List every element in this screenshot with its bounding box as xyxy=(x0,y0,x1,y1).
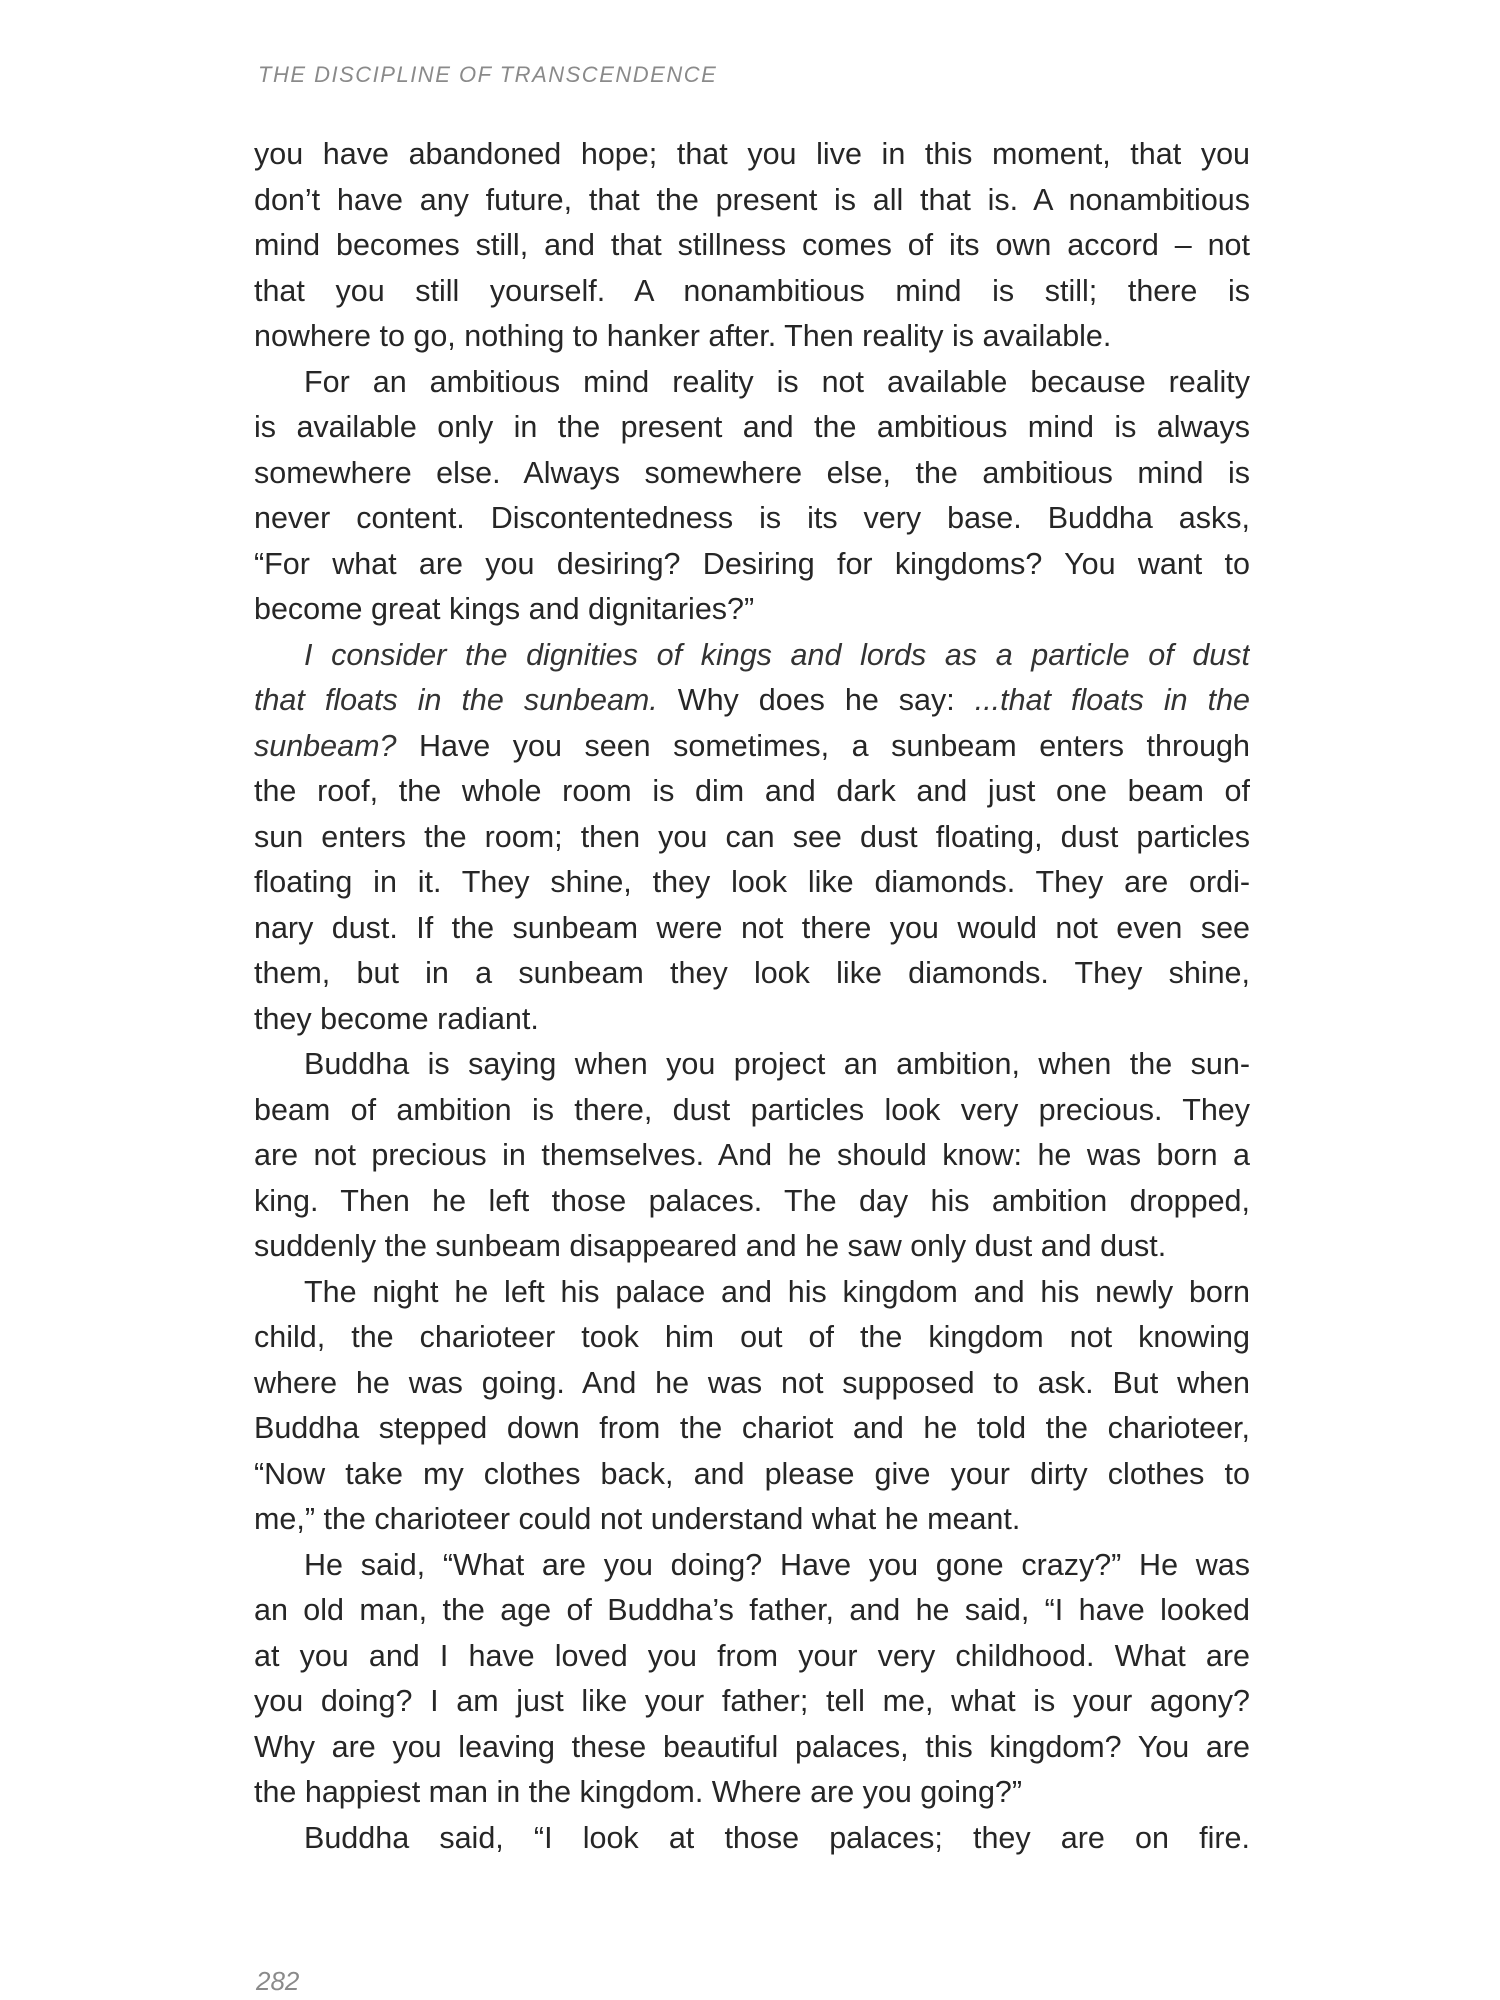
text-line: the happiest man in the kingdom. Where are you going?” xyxy=(254,1775,1023,1809)
text-line: the roof, the whole room is dim and dark and just one beam of xyxy=(254,774,1250,808)
text-line xyxy=(254,633,1250,679)
text-line: Why are you leaving these beautiful palaces, this kingdom? You are xyxy=(254,1729,1250,1764)
text-line: mind becomes still, and that stillness comes of its own accord – not xyxy=(254,228,1250,262)
text-line: child, the charioteer took him out of the kingdom not knowing xyxy=(254,1320,1250,1354)
quoted-sutra: that floats in the sunbeam. xyxy=(254,683,658,717)
text-line: don’t have any future, that the present is all that is. A nonambitious xyxy=(254,182,1250,217)
body-text xyxy=(254,132,1250,1861)
text-line: are not precious in themselves. And he should know: he was born a xyxy=(254,1138,1250,1172)
text-line: king. Then he left those palaces. The day his ambition dropped, xyxy=(254,1183,1250,1218)
text-line: “Now take my clothes back, and please give your dirty clothes to xyxy=(254,1456,1250,1491)
quoted-sutra: sunbeam? xyxy=(254,728,397,763)
text-line: Buddha is saying when you project an ambition, when the sun- xyxy=(304,1047,1250,1081)
quoted-sutra: I consider the dignities of kings and lords as a particle of dust xyxy=(304,637,1250,672)
text-line: sun enters the room; then you can see dust floating, dust particles xyxy=(254,819,1250,854)
text-line: nary dust. If the sunbeam were not there you would not even see xyxy=(254,910,1250,945)
text-line: where he was going. And he was not supposed to ask. But when xyxy=(254,1365,1250,1400)
text-line: that floats in the sunbeam. Why does he say: ...that floats in the xyxy=(254,683,1250,717)
running-head: THE DISCIPLINE OF TRANSCENDENCE xyxy=(258,62,718,87)
text-line: that you still yourself. A nonambitious mind is still; there is xyxy=(254,273,1250,308)
text-line: suddenly the sunbeam disappeared and he saw only dust and dust. xyxy=(254,1229,1167,1263)
text-line: is available only in the present and the ambitious mind is always xyxy=(254,410,1250,444)
text-line: me,” the charioteer could not understand what he meant. xyxy=(254,1502,1021,1536)
text-line: somewhere else. Always somewhere else, the ambitious mind is xyxy=(254,455,1250,490)
text-line: become great kings and dignitaries?” xyxy=(254,592,755,626)
text-line: floating in it. They shine, they look like diamonds. They are ordi- xyxy=(254,865,1250,899)
quoted-sutra: ...that floats in the xyxy=(974,683,1250,717)
text-line: He said, “What are you doing? Have you gone crazy?” He was xyxy=(304,1547,1250,1582)
text-line: beam of ambition is there, dust particles look very precious. They xyxy=(254,1092,1250,1127)
text-line: Buddha stepped down from the chariot and he told the charioteer, xyxy=(254,1411,1250,1445)
text-line: The night he left his palace and his kingdom and his newly born xyxy=(304,1274,1250,1309)
page-number: 282 xyxy=(256,1966,300,1996)
text-line: them, but in a sunbeam they look like diamonds. They shine, xyxy=(254,956,1250,990)
text-line: For an ambitious mind reality is not available because reality xyxy=(304,364,1250,399)
text-line: nowhere to go, nothing to hanker after. Then reality is available. xyxy=(254,319,1112,353)
text-line: Buddha said, “I look at those palaces; they are on fire. xyxy=(304,1820,1250,1855)
text-line: sunbeam? Have you seen sometimes, a sunbeam enters through xyxy=(254,728,1250,763)
text-line: you have abandoned hope; that you live in this moment, that you xyxy=(254,137,1250,171)
text-line: never content. Discontentedness is its very base. Buddha asks, xyxy=(254,501,1250,535)
text-line: at you and I have loved you from your very childhood. What are xyxy=(254,1638,1250,1673)
text-line: “For what are you desiring? Desiring for kingdoms? You want to xyxy=(254,546,1250,581)
text-line: you doing? I am just like your father; tell me, what is your agony? xyxy=(254,1684,1250,1718)
text-line: they become radiant. xyxy=(254,1001,539,1036)
text-line: an old man, the age of Buddha’s father, and he said, “I have looked xyxy=(254,1593,1250,1627)
